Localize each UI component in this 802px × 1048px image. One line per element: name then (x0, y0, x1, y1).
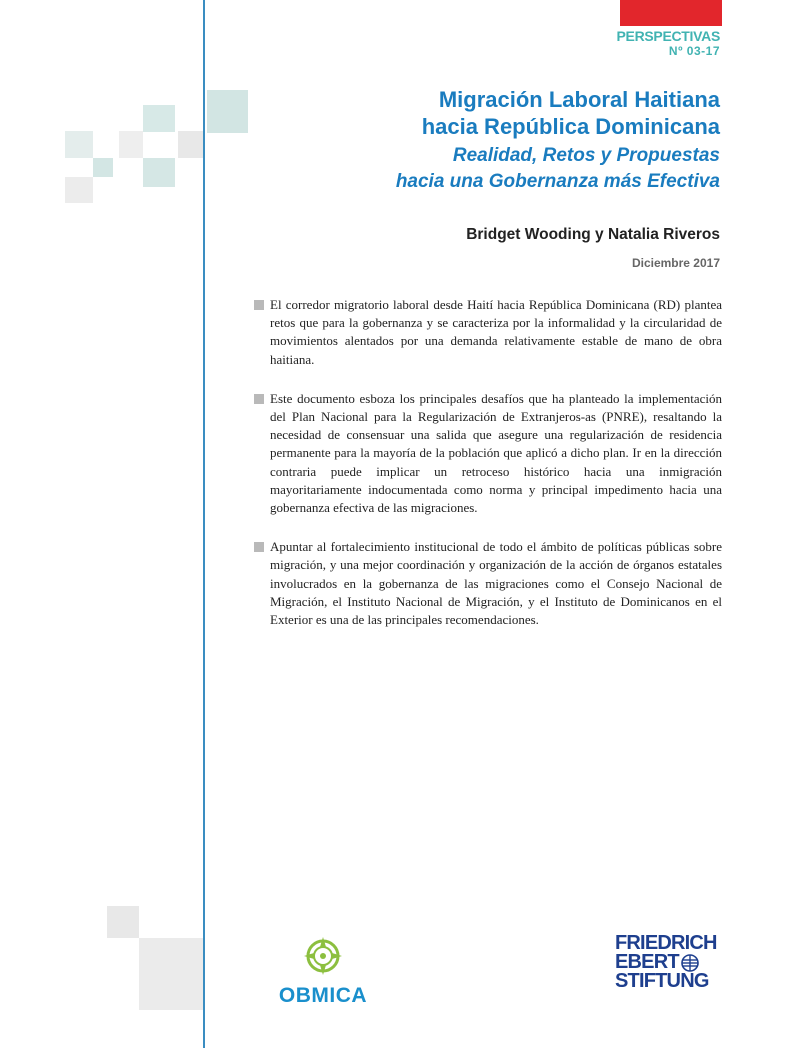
title-line-1: Migración Laboral Haitiana (438, 87, 720, 112)
bullet-text: Este documento esboza los principales desafíos que ha planteado la implementación del Plan Nacional para la Regularización de Extranjeros-as (PNRE), resaltando la necesidad de consensuar una salida que asegure una regularización de residencia permanente para la mayoría de la población que aplicó a dicho plan. Ir en la dirección contraria puede implicar un retroceso histórico hacia una inmigración mayoritariamente indocumentada como norma y principal impedimento hacia una gobernanza efectiva de las migraciones. (270, 390, 722, 516)
bullet-item (254, 538, 722, 629)
authors: Bridget Wooding y Natalia Riveros (466, 226, 720, 243)
bullet-item (254, 390, 722, 517)
globe-icon (681, 954, 699, 972)
bullet-text: El corredor migratorio laboral desde Haití hacia República Dominicana (RD) plantea retos que para la gobernanza y se caracteriza por la informalidad y la circularidad de movimientos alentados por una demanda relativamente estable de mano de obra haitiana. (270, 297, 722, 367)
page-title (220, 86, 720, 140)
obmica-logo (268, 935, 378, 1008)
bullet-square-icon (254, 542, 264, 552)
bullet-item (254, 296, 722, 369)
summary-bullets (254, 296, 722, 629)
fes-line-2: EBERT (615, 951, 679, 973)
publication-date: Diciembre 2017 (631, 256, 720, 270)
title-line-2: hacia República Dominicana (421, 114, 720, 139)
obmica-logo-text: OBMICA (278, 984, 368, 1007)
bullet-square-icon (254, 300, 264, 310)
subtitle-line-1: Realidad, Retos y Propuestas (452, 145, 720, 166)
series-name: PERSPECTIVAS (616, 28, 720, 44)
vertical-rule (203, 0, 205, 1048)
title-block (220, 86, 720, 195)
series-label (617, 28, 721, 59)
fes-line-3: STIFTUNG (615, 970, 709, 992)
fes-line-1: FRIEDRICH (615, 932, 717, 954)
bullet-square-icon (254, 394, 264, 404)
series-number: Nº 03-17 (668, 44, 720, 58)
page-subtitle (220, 143, 720, 195)
subtitle-line-2: hacia una Gobernanza más Efectiva (395, 171, 720, 192)
fes-logo (615, 934, 725, 991)
red-header-bar (620, 0, 722, 26)
bullet-text: Apuntar al fortalecimiento institucional de todo el ámbito de políticas públicas sobre migración, y una mejor coordinación y organización de la acción de órganos estatales involucrados en la gobernanza de las migraciones como el Consejo Nacional de Migración, el Instituto Nacional de Migración, y el Instituto de Dominicanos en el Exterior es una de las principales recomendaciones. (270, 539, 722, 628)
compass-icon (302, 935, 344, 977)
